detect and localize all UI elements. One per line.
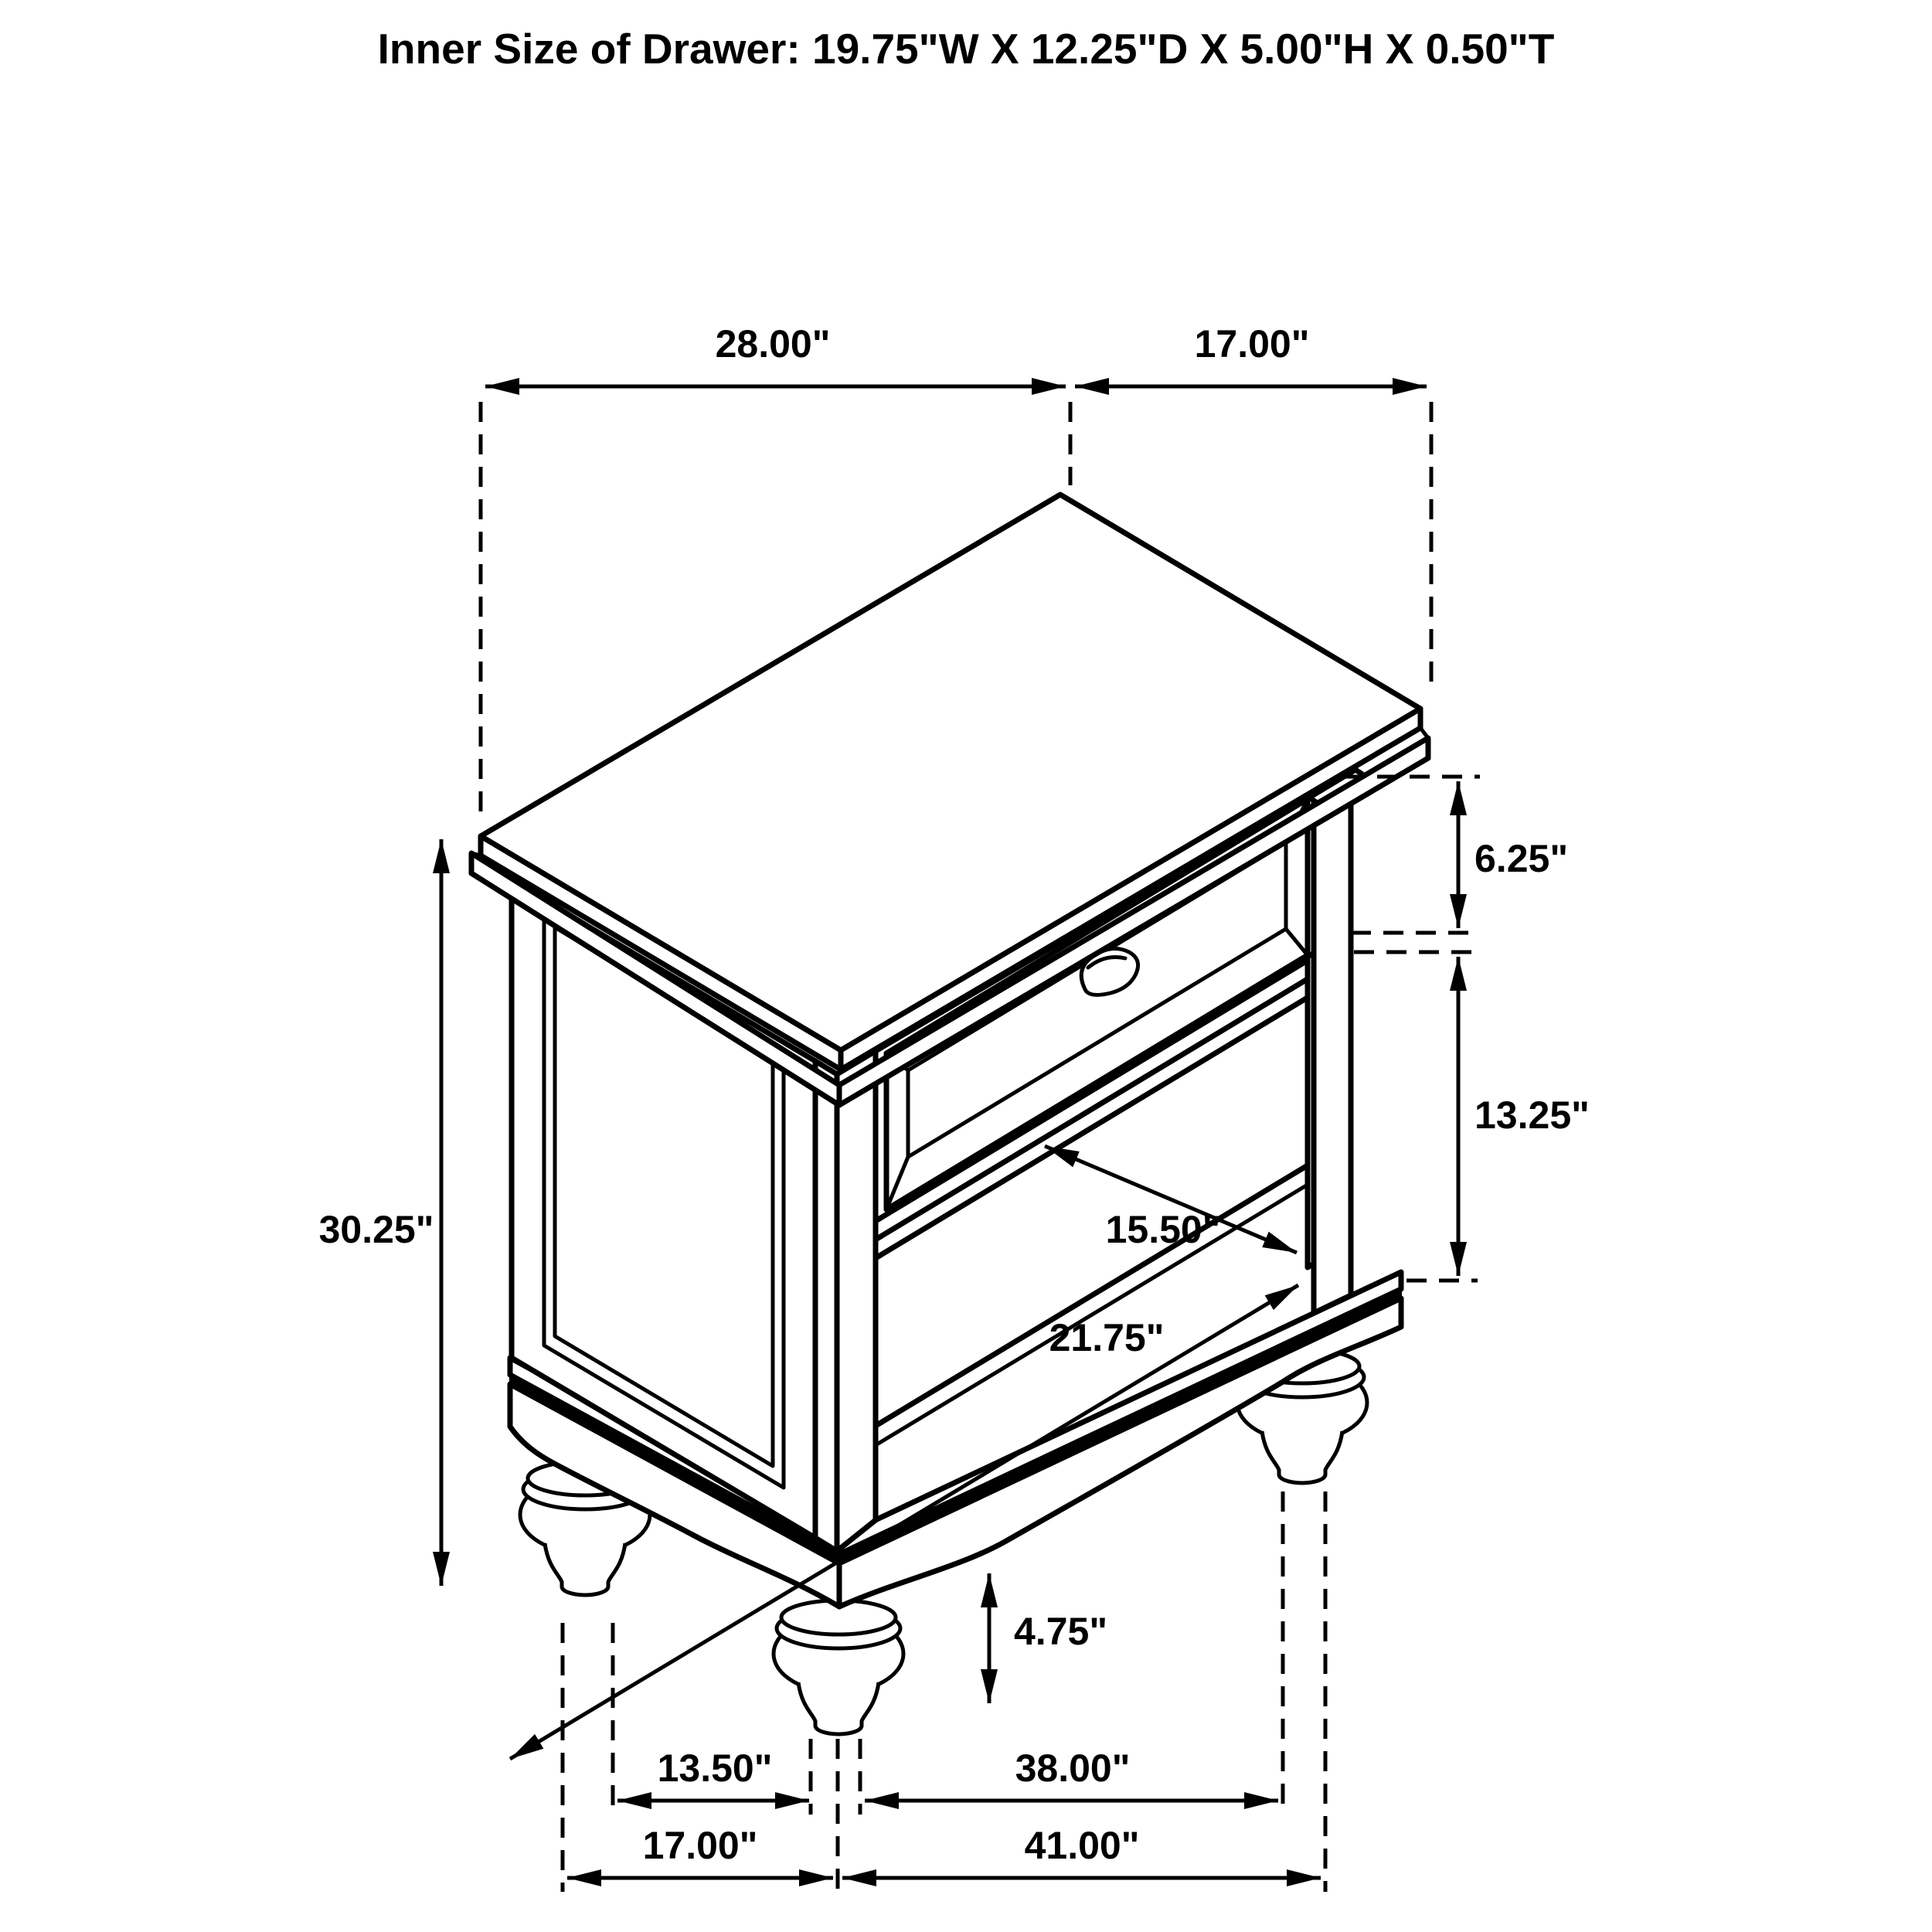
- post-left-face: [815, 1061, 837, 1551]
- dim-base-width-label: 21.75": [1049, 1316, 1165, 1359]
- dim-span-17-00-label: 17.00": [642, 1824, 758, 1867]
- dim-opening-height-label: 13.25": [1475, 1094, 1590, 1137]
- front-corner-post: [815, 1051, 876, 1551]
- dim-span-13-50-label: 13.50": [657, 1747, 773, 1790]
- dim-leg-height-label: 4.75": [1014, 1610, 1108, 1653]
- molding-joint-left: [471, 853, 481, 855]
- dim-span-41-00-label: 41.00": [1024, 1824, 1140, 1867]
- dim-span-38-00-label: 38.00": [1015, 1747, 1131, 1790]
- dim-shelf-width-label: 15.50": [1105, 1208, 1221, 1251]
- dim-top-depth-label: 17.00": [1194, 322, 1310, 366]
- post-front-face: [837, 1051, 876, 1551]
- dim-overall-height-label: 30.25": [318, 1208, 434, 1251]
- dim-top-width-label: 28.00": [715, 322, 831, 366]
- dim-drawer-height-label: 6.25": [1475, 837, 1569, 880]
- right-post-face: [1314, 781, 1351, 1313]
- page-title: Inner Size of Drawer: 19.75"W X 12.25"D X 5.00"H X 0.50"T: [377, 25, 1555, 73]
